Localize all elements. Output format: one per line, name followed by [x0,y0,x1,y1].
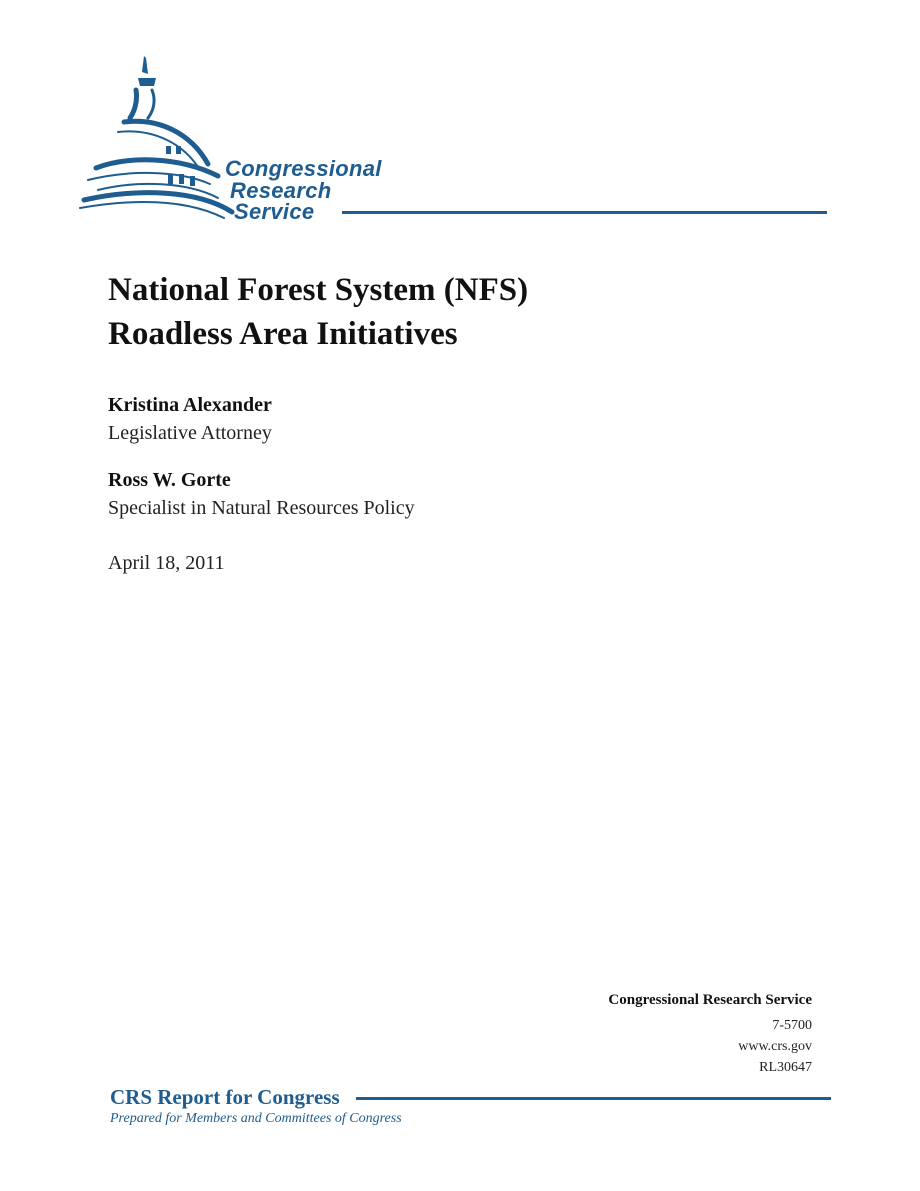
report-title-line2: Roadless Area Initiatives [108,316,458,352]
report-title [108,268,808,356]
logo-text-research: Research [230,178,332,203]
author-role: Legislative Attorney [108,422,272,444]
publisher-org: Congressional Research Service [608,992,812,1008]
series-subtitle: Prepared for Members and Committees of Congress [110,1111,402,1126]
footer-rule [356,1097,831,1100]
publisher-website[interactable]: www.crs.gov [738,1039,812,1054]
publisher-info [492,990,812,1078]
report-number: RL30647 [759,1060,812,1075]
capitol-dome-icon [78,52,238,222]
author-name: Kristina Alexander [108,394,272,416]
series-title: CRS Report for Congress [110,1085,340,1109]
header-rule [342,211,827,214]
logo-text-service: Service [234,199,315,224]
report-title-line1: National Forest System (NFS) [108,272,529,308]
author-name: Ross W. Gorte [108,469,231,491]
author-role: Specialist in Natural Resources Policy [108,497,415,519]
crs-logo [78,52,418,222]
publisher-phone: 7-5700 [772,1018,812,1033]
logo-text-congressional: Congressional [225,156,382,181]
report-date: April 18, 2011 [108,552,225,574]
